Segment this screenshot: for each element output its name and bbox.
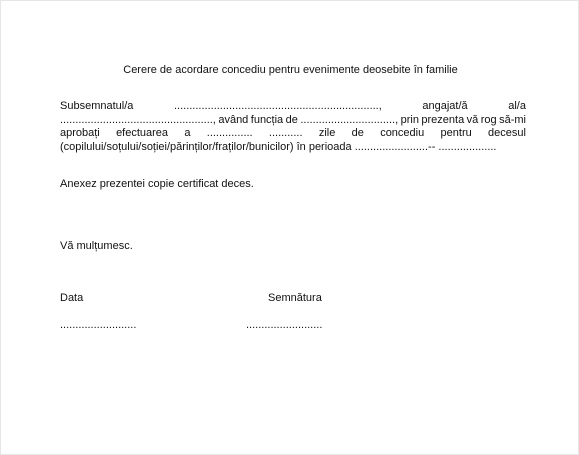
word: zile — [318, 127, 336, 139]
word: având — [218, 113, 249, 126]
word: decesul — [488, 127, 526, 139]
thanks-text: Vă mulțumesc. — [60, 240, 133, 252]
date-label: Data — [60, 292, 84, 304]
word: aprobați — [60, 127, 100, 139]
word: ........... — [268, 127, 303, 139]
signature-blank: ......................... — [246, 319, 323, 331]
word: de — [285, 113, 298, 126]
paragraph-line-1 — [60, 100, 526, 114]
word: prezenta — [421, 113, 465, 126]
word: ..................................................................., — [173, 100, 382, 112]
date-blank: ......................... — [60, 319, 137, 331]
word: vă — [466, 113, 479, 126]
attachment-note: Anexez prezentei copie certificat deces. — [60, 178, 254, 190]
word: Subsemnatul/a — [60, 100, 134, 112]
word: rog — [480, 113, 497, 126]
signature-label: Semnătura — [268, 292, 322, 304]
word: a — [184, 127, 191, 139]
word: de — [351, 127, 364, 139]
word: ..............................., — [300, 113, 399, 126]
word: ............... — [206, 127, 253, 139]
word: funcția — [250, 113, 284, 126]
word: efectuarea — [116, 127, 169, 139]
word: al/a — [508, 100, 526, 112]
paragraph-line-3 — [60, 127, 526, 141]
word: prin — [400, 113, 419, 126]
paragraph-line-2 — [60, 114, 526, 128]
word: angajat/ă — [422, 100, 468, 112]
request-paragraph — [60, 100, 526, 154]
document-title: Cerere de acordare concediu pentru evenimente deosebite în familie — [123, 64, 458, 76]
word: pentru — [440, 127, 472, 139]
paragraph-last-line: (copilului/soțului/soției/părinților/fraților/bunicilor) în perioada ........................-- ................... — [60, 140, 497, 153]
word: să-mi — [499, 113, 526, 126]
paragraph-line-4 — [60, 141, 526, 155]
word: .................................................., — [60, 113, 216, 126]
word: concediu — [380, 127, 425, 139]
